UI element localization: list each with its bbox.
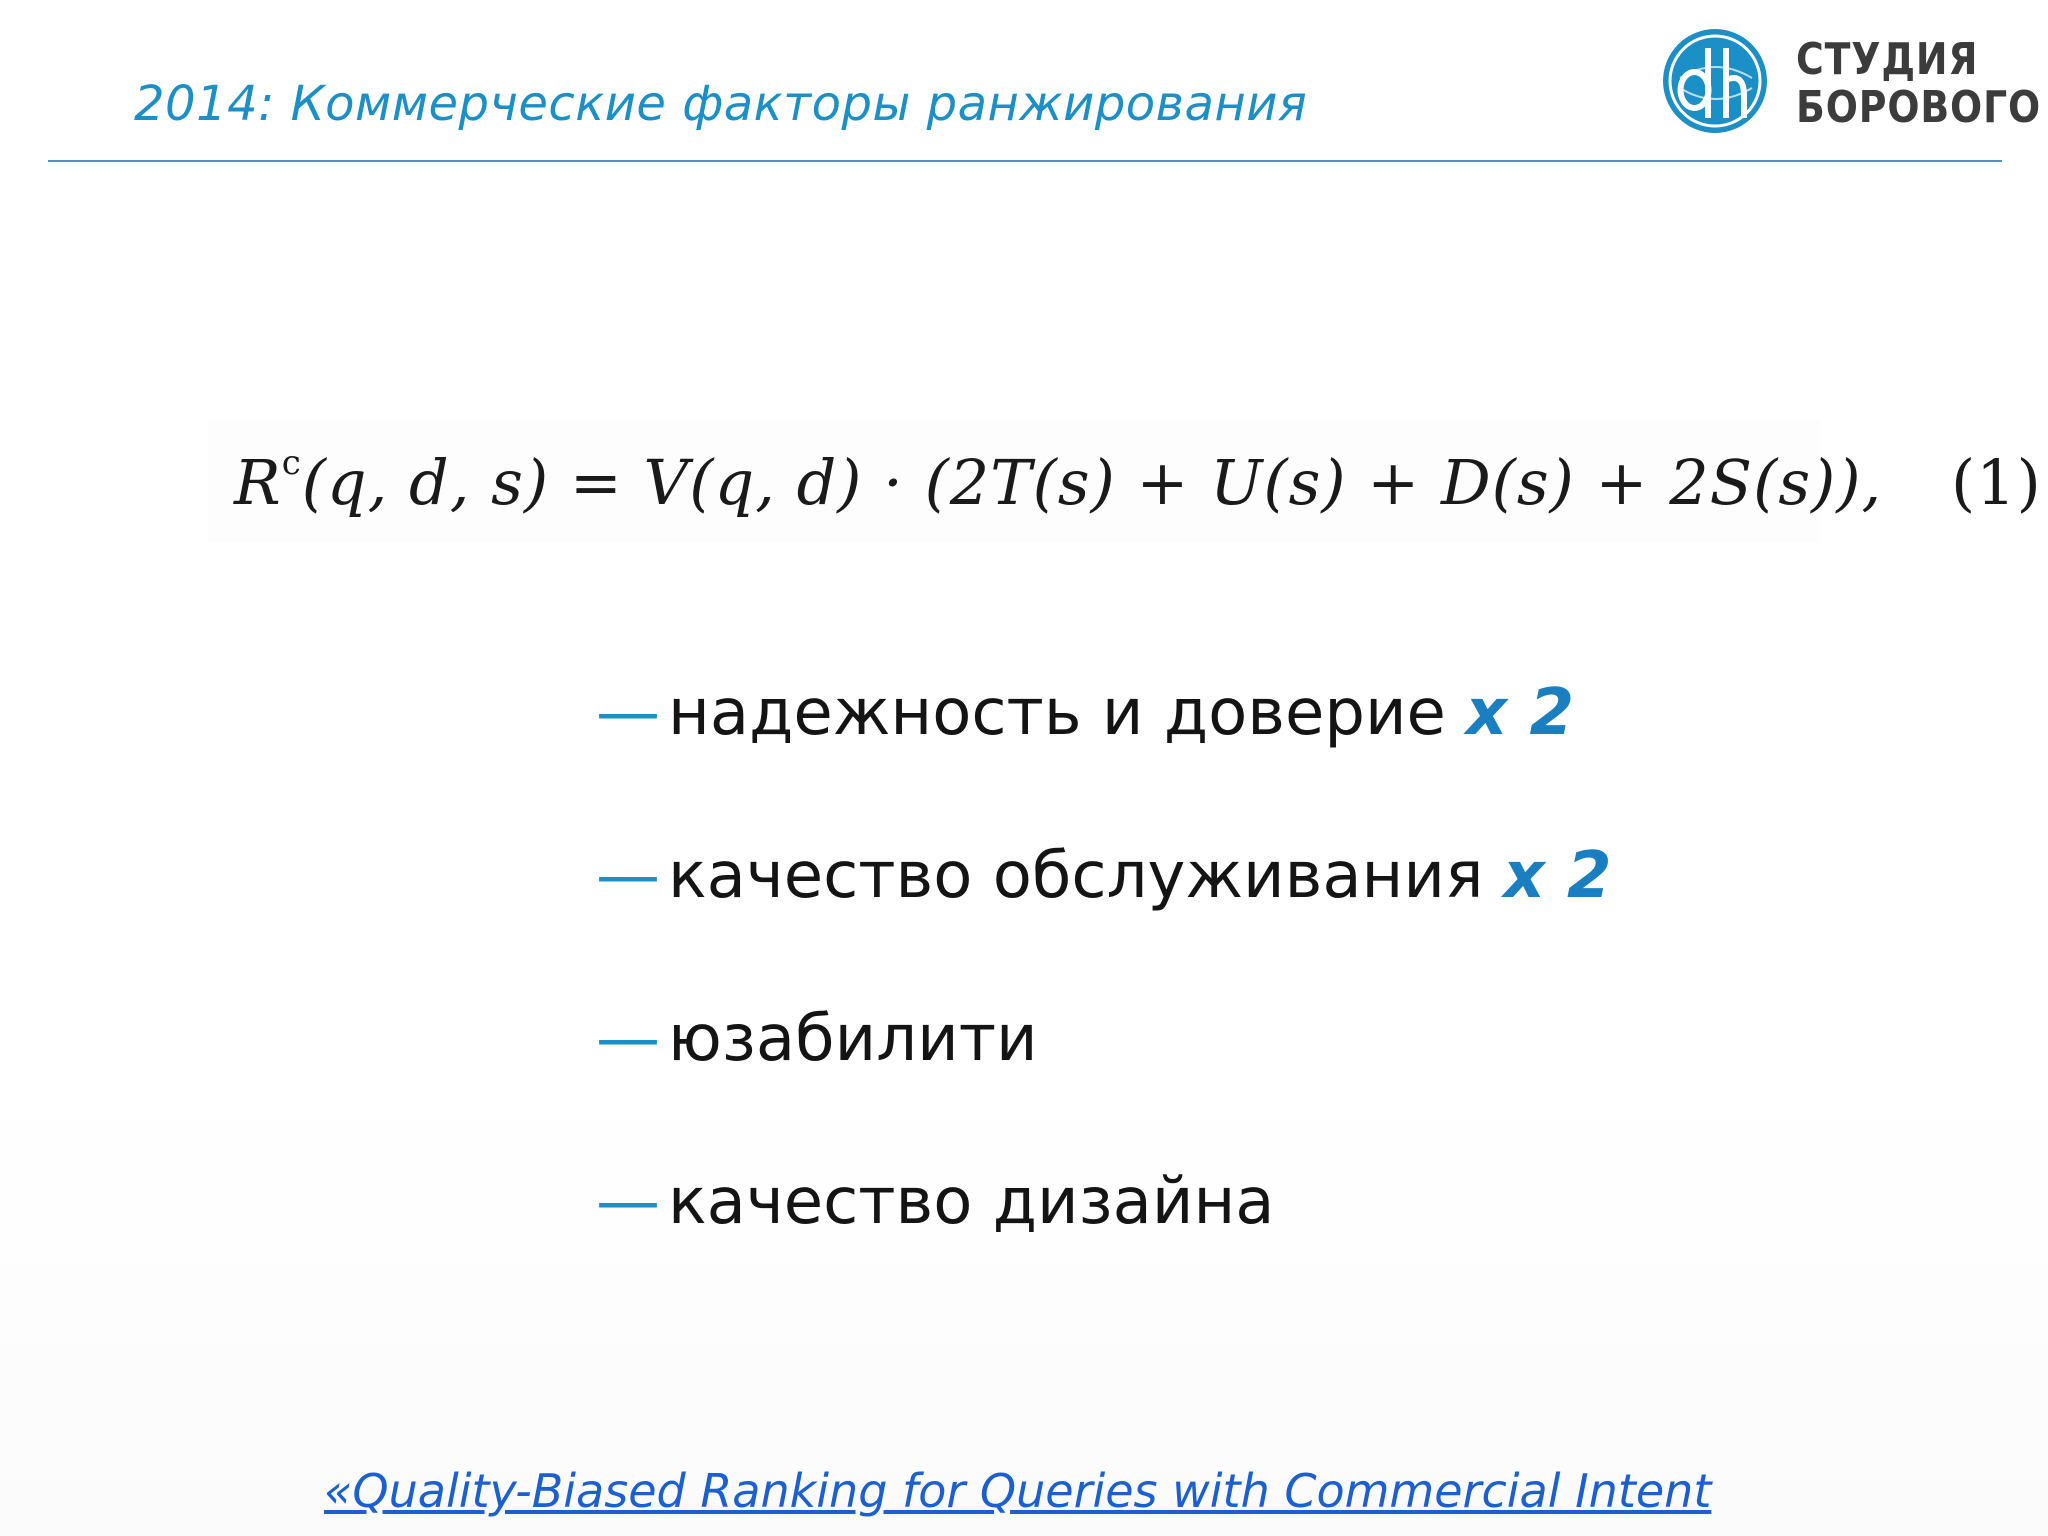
bullet-dash: — [596,1165,660,1239]
ranking-formula [234,443,2042,519]
bullet-dash: — [596,1002,660,1076]
list-item [596,670,1612,833]
studio-logo-mark-icon [1660,26,1770,136]
factor-list [596,670,1612,1322]
multiplier-badge: x 2 [1465,676,1574,750]
list-item [596,996,1612,1159]
logo-text-line-2: БОРОВОГО [1796,82,2042,133]
list-item-text: качество обслуживания [668,839,1484,913]
multiplier-badge: x 2 [1503,839,1612,913]
list-item-text: надежность и доверие [668,676,1446,750]
formula-lhs-args: (q, d, s) [301,446,550,519]
list-item-text: качество дизайна [668,1165,1275,1239]
formula-rhs: = V(q, d) · (2T(s) + U(s) + D(s) + 2S(s)), [569,446,1883,519]
bullet-dash: — [596,839,660,913]
formula-lhs-superscript: c [281,443,302,483]
bullet-dash: — [596,676,660,750]
formula-lhs: R [234,446,282,519]
list-item [596,1159,1612,1322]
header-divider [48,160,2002,162]
studio-logo [1660,26,2042,136]
list-item [596,833,1612,996]
formula-number: (1) [1950,446,2042,519]
logo-text-line-1: СТУДИЯ [1796,34,1979,85]
list-item-text: юзабилити [668,1002,1038,1076]
slide-title: 2014: Коммерческие факторы ранжирования [134,76,1308,132]
source-paper-link[interactable]: «Quality-Biased Ranking for Queries with Commercial Intent [324,1464,1712,1518]
